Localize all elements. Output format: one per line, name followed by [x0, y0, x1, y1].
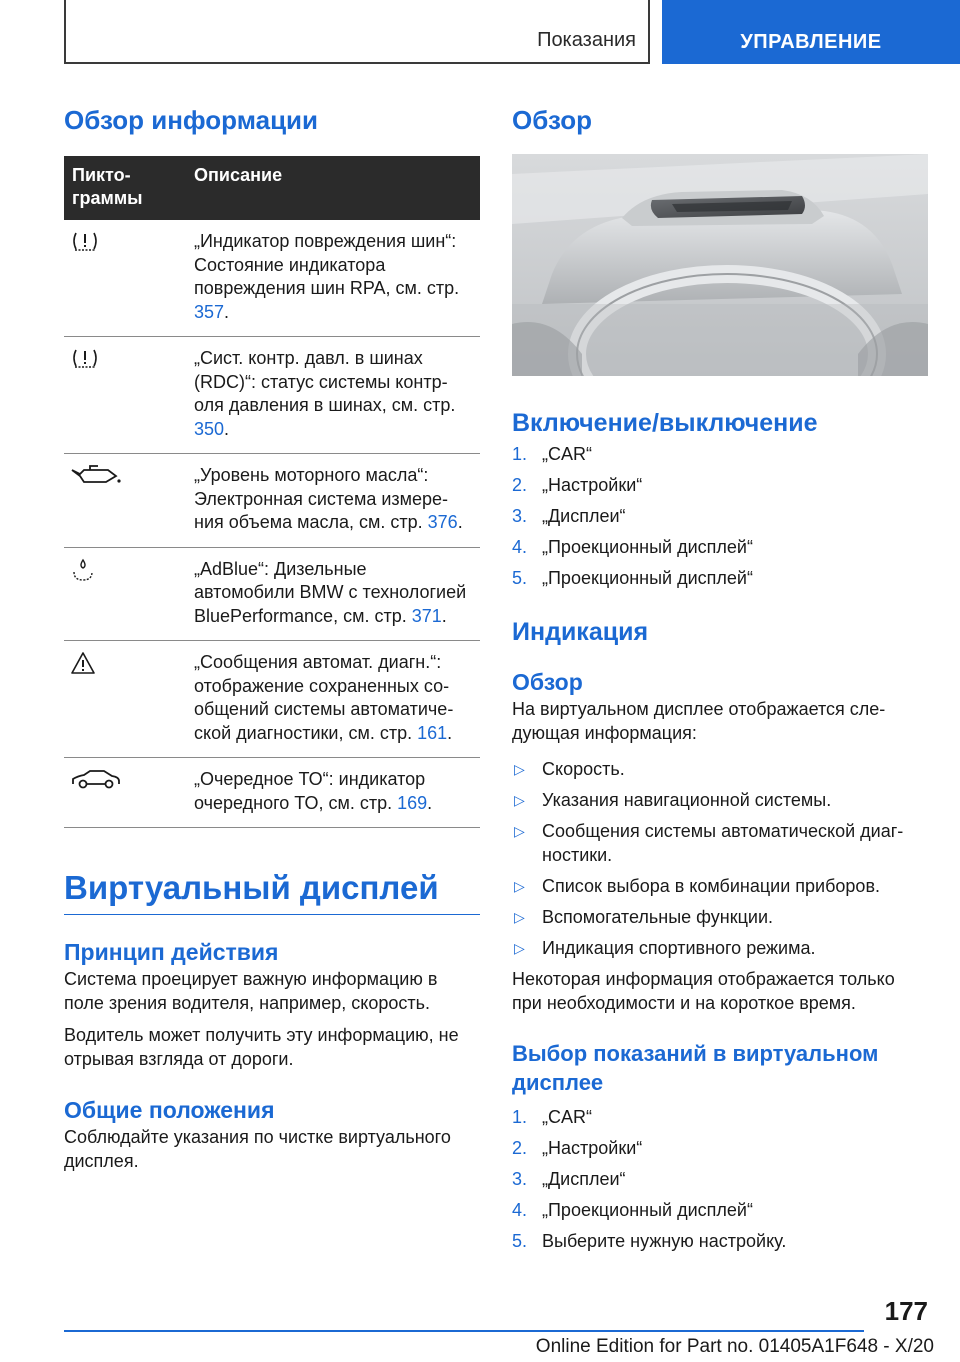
footer-edition-text: Online Edition for Part no. 01405A1F648 - X/20 — [535, 1336, 934, 1357]
table-cell-pictogram — [64, 641, 186, 758]
table-cell-description — [186, 220, 480, 337]
table-row — [64, 454, 480, 548]
step-text: Выберите нужную настройку. — [542, 1231, 787, 1251]
step-number: 2. — [512, 1138, 528, 1158]
step-text: „Проекционный дисплей“ — [542, 568, 753, 588]
left-column — [64, 100, 480, 1173]
table-cell-pictogram — [64, 547, 186, 641]
table-row — [64, 641, 480, 758]
principle-paragraph-2: Водитель может получить эту информацию, не отрывая взгляда от дороги. — [64, 1025, 459, 1069]
indication-title: Индикация — [512, 618, 649, 646]
step-number: 3. — [512, 506, 528, 526]
description-text: „Уровень моторного масла“: Электронная система измере-ния объема масла, см. стр. — [194, 465, 449, 532]
triangle-bullet-icon: ▷ — [514, 940, 525, 956]
step-number: 4. — [512, 537, 528, 557]
step-number: 5. — [512, 568, 528, 588]
step-text: „Дисплеи“ — [542, 506, 626, 526]
header-section-label: Показания — [537, 29, 636, 51]
list-item — [512, 1105, 928, 1136]
table-cell-pictogram — [64, 337, 186, 454]
list-item — [512, 504, 928, 535]
description-text: „Сист. контр. давл. в шинах (RDC)“: статус системы контр-оля давления в шинах, см. стр. — [194, 348, 456, 415]
step-text: „CAR“ — [542, 444, 592, 464]
step-number: 1. — [512, 1107, 528, 1127]
page-reference-link[interactable]: 350 — [194, 418, 225, 439]
header-section-box — [64, 0, 650, 64]
step-number: 3. — [512, 1169, 528, 1189]
page-reference-link[interactable]: 376 — [427, 512, 458, 532]
general-title: Общие положения — [64, 1097, 275, 1123]
step-number: 5. — [512, 1231, 528, 1251]
bullet-text: Скорость. — [542, 759, 625, 779]
description-text: „Сообщения автомат. диагн.“: отображение сохраненных со-общений системы автоматиче-ской диагностики, см. стр. — [194, 652, 454, 743]
table-row — [64, 758, 480, 828]
list-item — [512, 1229, 928, 1260]
header-chapter-label: УПРАВЛЕНИЕ — [740, 31, 882, 53]
onoff-title: Включение/выключение — [512, 409, 818, 437]
overview-title: Обзор — [512, 105, 592, 135]
principle-paragraph-1: Система проецирует важную информацию в поле зрения водителя, например, скорость. — [64, 969, 438, 1013]
table-cell-pictogram — [64, 454, 186, 548]
table-cell-pictogram — [64, 220, 186, 337]
table-row — [64, 337, 480, 454]
table-cell-pictogram — [64, 758, 186, 828]
table-cell-description — [186, 758, 480, 828]
step-text: „Настройки“ — [542, 475, 643, 495]
head-up-display-photo — [512, 154, 928, 376]
tire-warning-icon — [70, 230, 178, 252]
onoff-steps-list — [512, 442, 928, 597]
list-item — [512, 936, 928, 960]
adblue-icon — [70, 558, 178, 582]
pictogram-table — [64, 156, 480, 828]
description-tail: . — [224, 301, 230, 322]
description-text: „Очередное ТО“: индикатор очередного ТО, см. стр. — [194, 769, 426, 813]
oil-can-icon — [70, 464, 178, 486]
step-text: „Проекционный дисплей“ — [542, 1200, 753, 1220]
list-item — [512, 757, 928, 781]
general-paragraph-1: Соблюдайте указания по чистке виртуального дисплея. — [64, 1127, 451, 1171]
table-cell-description — [186, 547, 480, 641]
list-item — [512, 874, 928, 898]
list-item — [512, 535, 928, 566]
triangle-bullet-icon: ▷ — [514, 909, 525, 925]
indication-paragraph-2: Некоторая информация отображается только при необходимости и на короткое время. — [512, 969, 895, 1013]
step-text: „CAR“ — [542, 1107, 592, 1127]
description-tail: . — [447, 722, 453, 743]
table-header-description: Описание — [186, 156, 480, 220]
table-row — [64, 220, 480, 337]
list-item — [512, 442, 928, 473]
description-tail: . — [441, 605, 447, 626]
list-item — [512, 473, 928, 504]
indication-bullet-list — [512, 757, 928, 960]
table-header-pictograms: Пикто- граммы — [64, 156, 186, 220]
table-cell-description — [186, 454, 480, 548]
title-divider — [64, 914, 480, 915]
description-text: „AdBlue“: Дизельные автомобили BMW с технологией BluePerformance, см. стр. — [194, 558, 467, 626]
page-number: 177 — [884, 1296, 928, 1326]
page-reference-link[interactable]: 161 — [417, 722, 448, 743]
description-tail: . — [427, 792, 433, 813]
list-item — [512, 1167, 928, 1198]
page-reference-link[interactable]: 357 — [194, 301, 225, 322]
bullet-text: Сообщения системы автоматической диаг-ностики. — [542, 821, 904, 865]
list-item — [512, 1136, 928, 1167]
car-service-icon — [70, 768, 178, 790]
principle-title: Принцип действия — [64, 939, 279, 965]
page-reference-link[interactable]: 371 — [411, 605, 442, 626]
triangle-bullet-icon: ▷ — [514, 761, 525, 777]
warning-triangle-icon — [70, 651, 178, 675]
tire-warning-icon — [70, 347, 178, 369]
list-item — [512, 566, 928, 597]
list-item — [512, 788, 928, 812]
step-number: 2. — [512, 475, 528, 495]
list-item — [512, 905, 928, 929]
description-tail: . — [224, 418, 230, 439]
virtual-display-title: Виртуальный дисплей — [64, 869, 439, 906]
bullet-text: Указания навигационной системы. — [542, 790, 832, 810]
indication-subtitle: Обзор — [512, 669, 583, 695]
bullet-text: Вспомогательные функции. — [542, 907, 774, 927]
table-header-row — [64, 156, 480, 220]
table-cell-description — [186, 641, 480, 758]
overview-info-title: Обзор информации — [64, 105, 319, 135]
step-number: 1. — [512, 444, 528, 464]
triangle-bullet-icon: ▷ — [514, 878, 525, 894]
bullet-text: Список выбора в комбинации приборов. — [542, 876, 881, 896]
table-cell-description — [186, 337, 480, 454]
bullet-text: Индикация спортивного режима. — [542, 938, 816, 958]
triangle-bullet-icon: ▷ — [514, 792, 525, 808]
select-steps-list — [512, 1105, 928, 1260]
description-text: „Индикатор повреждения шин“: Состояние индикатора повреждения шин RPA, см. стр. — [194, 231, 460, 298]
page-reference-link[interactable]: 169 — [397, 792, 428, 813]
footer-divider — [64, 1330, 864, 1332]
select-display-title: Выбор показаний в виртуальном дисплее — [512, 1041, 879, 1095]
step-text: „Проекционный дисплей“ — [542, 537, 753, 557]
header-chapter-tab[interactable] — [662, 0, 960, 64]
description-tail: . — [457, 512, 463, 532]
right-column — [512, 100, 928, 1260]
triangle-bullet-icon: ▷ — [514, 823, 525, 839]
list-item — [512, 1198, 928, 1229]
table-row — [64, 547, 480, 641]
indication-paragraph-1: На виртуальном дисплее отображается сле-дующая информация: — [512, 699, 886, 743]
step-text: „Дисплеи“ — [542, 1169, 626, 1189]
step-number: 4. — [512, 1200, 528, 1220]
step-text: „Настройки“ — [542, 1138, 643, 1158]
list-item — [512, 819, 928, 867]
